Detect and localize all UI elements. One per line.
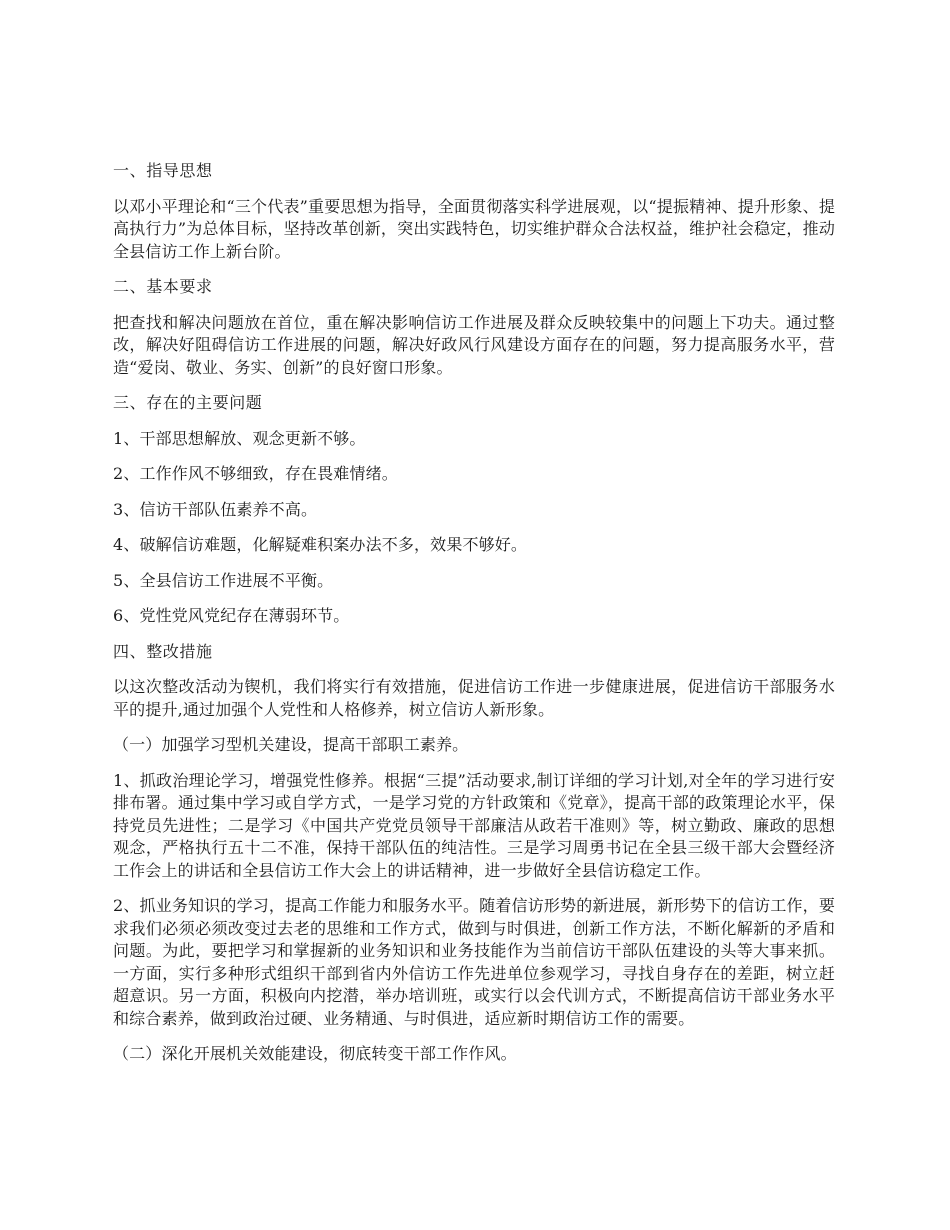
list-item-problem-3: 3、信访干部队伍素养不高。: [113, 499, 318, 519]
subsection-heading-learning-organization: （一）加强学习型机关建设，提高干部职工素养。: [113, 735, 469, 754]
paragraph-rectification-intro: 以这次整改活动为锲机，我们将实行有效措施，促进信访工作进一步健康进展，促进信访干部服务水平的提升,通过加强个人党性和人格修养，树立信访人新形象。: [113, 677, 835, 719]
list-item-problem-6: 6、党性党风党纪存在薄弱环节。: [113, 606, 350, 625]
paragraph-guiding-thought: 以邓小平理论和“三个代表”重要思想为指导，全面贯彻落实科学进展观，以“提振精神、提升形象、提高执行力”为总体目标，坚持改革创新，突出实践特色，切实维护群众合法权益，维护社会稳定，推动全县信访工作上新台阶。: [113, 196, 835, 261]
list-item-problem-2: 2、工作作风不够细致，存在畏难情绪。: [113, 464, 398, 483]
section-heading-main-problems: 三、存在的主要问题: [113, 393, 263, 412]
paragraph-basic-requirements: 把查找和解决问题放在首位，重在解决影响信访工作进展及群众反映较集中的问题上下功夫。通过整改，解决好阻碍信访工作进展的问题，解决好政风行风建设方面存在的问题，努力提高服务水平，营造“爱岗、敬业、务实、创新”的良好窗口形象。: [113, 312, 835, 377]
section-heading-guiding-thought: 一、指导思想: [113, 161, 213, 180]
list-item-problem-5: 5、全县信访工作进展不平衡。: [113, 570, 334, 590]
list-item-problem-4: 4、破解信访难题，化解疑难积案办法不多，效果不够好。: [113, 535, 528, 554]
list-item-problem-1: 1、干部思想解放、观念更新不够。: [113, 428, 366, 448]
document-page: [113, 160, 835, 1079]
section-heading-basic-requirements: 二、基本要求: [113, 277, 213, 296]
subsection-heading-efficiency-building: （二）深化开展机关效能建设，彻底转变干部工作作风。: [113, 1044, 517, 1063]
section-heading-rectification-measures: 四、整改措施: [113, 641, 213, 661]
paragraph-business-knowledge-study: 2、抓业务知识的学习，提高工作能力和服务水平。随着信访形势的新进展，新形势下的信访工作，要求我们必须必须改变过去老的思维和工作方式，做到与时俱进，创新工作方法，不断化解新的矛盾和问题。为此，要把学习和掌握新的业务知识和业务技能作为当前信访干部队伍建设的头等大事来抓。一方面，实行多种形式组织干部到省内外信访工作先进单位参观学习，寻找自身存在的差距，树立赶超意识。另一方面，积极向内挖潜，举办培训班，或实行以会代训方式，不断提高信访干部业务水平和综合素养，做到政治过硬、业务精通、与时俱进，适应新时期信访工作的需要。: [113, 896, 835, 1028]
paragraph-political-theory-study: 1、抓政治理论学习，增强党性修养。根据“三提”活动要求,制订详细的学习计划,对全年的学习进行安排布署。通过集中学习或自学方式，一是学习党的方针政策和《党章》，提高干部的政策理论水平，保持党员先进性；二是学习《中国共产党党员领导干部廉洁从政若干准则》等，树立勤政、廉政的思想观念，严格执行五十二不准，保持干部队伍的纯洁性。三是学习周勇书记在全县三级干部大会暨经济工作会上的讲话和全县信访工作大会上的讲话精神，进一步做好全县信访稳定工作。: [113, 770, 835, 880]
